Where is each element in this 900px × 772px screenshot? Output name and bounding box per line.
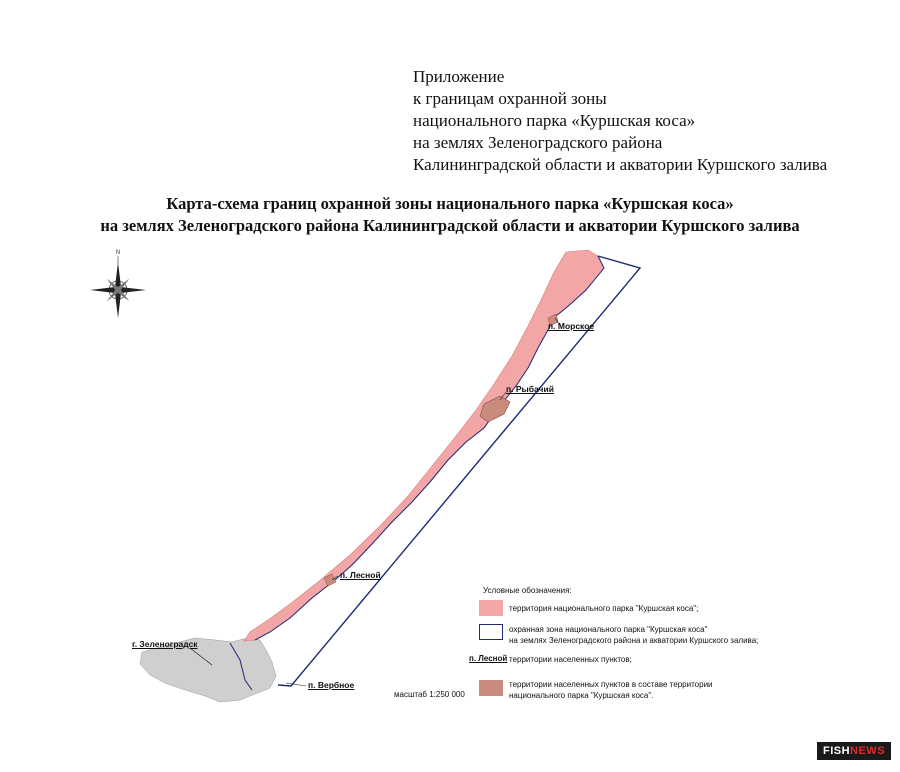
map-title-line-1: Карта-схема границ охранной зоны национального парка «Куршская коса» [166, 194, 734, 213]
map-scale: масштаб 1:250 000 [394, 690, 465, 699]
legend-swatch-park [479, 600, 503, 616]
legend-park-territory: территория национального парка "Куршская коса"; [509, 604, 699, 613]
fishnews-logo [817, 742, 891, 760]
legend-swatch-buffer [479, 624, 503, 640]
appendix-line: национального парка «Куршская коса» [413, 111, 696, 130]
place-morskoe: п. Морское [548, 321, 595, 331]
legend-settlement-sample: п. Лесной [469, 654, 508, 663]
legend-settlements: территории населенных пунктов; [509, 655, 632, 664]
place-lesnoy: п. Лесной [340, 570, 381, 580]
place-verbnoe: п. Вербное [308, 680, 355, 690]
appendix-line: на землях Зеленоградского района [413, 133, 663, 152]
park-territory [244, 250, 604, 641]
map-title-line-2: на землях Зеленоградского района Калининградской области и акватории Куршского залива [100, 216, 800, 235]
logo-part-1: FISH [822, 745, 851, 757]
legend-buffer-zone-2: на землях Зеленоградского района и акватории Куршского залива; [509, 636, 759, 645]
appendix-line: Приложение [413, 67, 505, 86]
legend-park-settlements-1: территории населенных пунктов в составе территории [509, 680, 713, 689]
legend-swatch-park-settlement [479, 680, 503, 696]
legend-park-settlements-2: национального парка "Куршская коса". [509, 691, 654, 700]
appendix-line: к границам охранной зоны [413, 89, 607, 108]
compass-north-label: N [115, 250, 121, 256]
legend-buffer-zone-1: охранная зона национального парка "Куршская коса" [509, 625, 708, 634]
place-zelenogradsk: г. Зеленоградск [132, 639, 198, 649]
legend-heading: Условные обозначения: [483, 586, 572, 595]
place-rybachiy: п. Рыбачий [506, 384, 554, 394]
appendix-line: Калининградской области и акватории Куршского залива [413, 155, 828, 174]
logo-part-2: NEWS [850, 745, 886, 757]
compass-rose-icon [90, 250, 146, 318]
